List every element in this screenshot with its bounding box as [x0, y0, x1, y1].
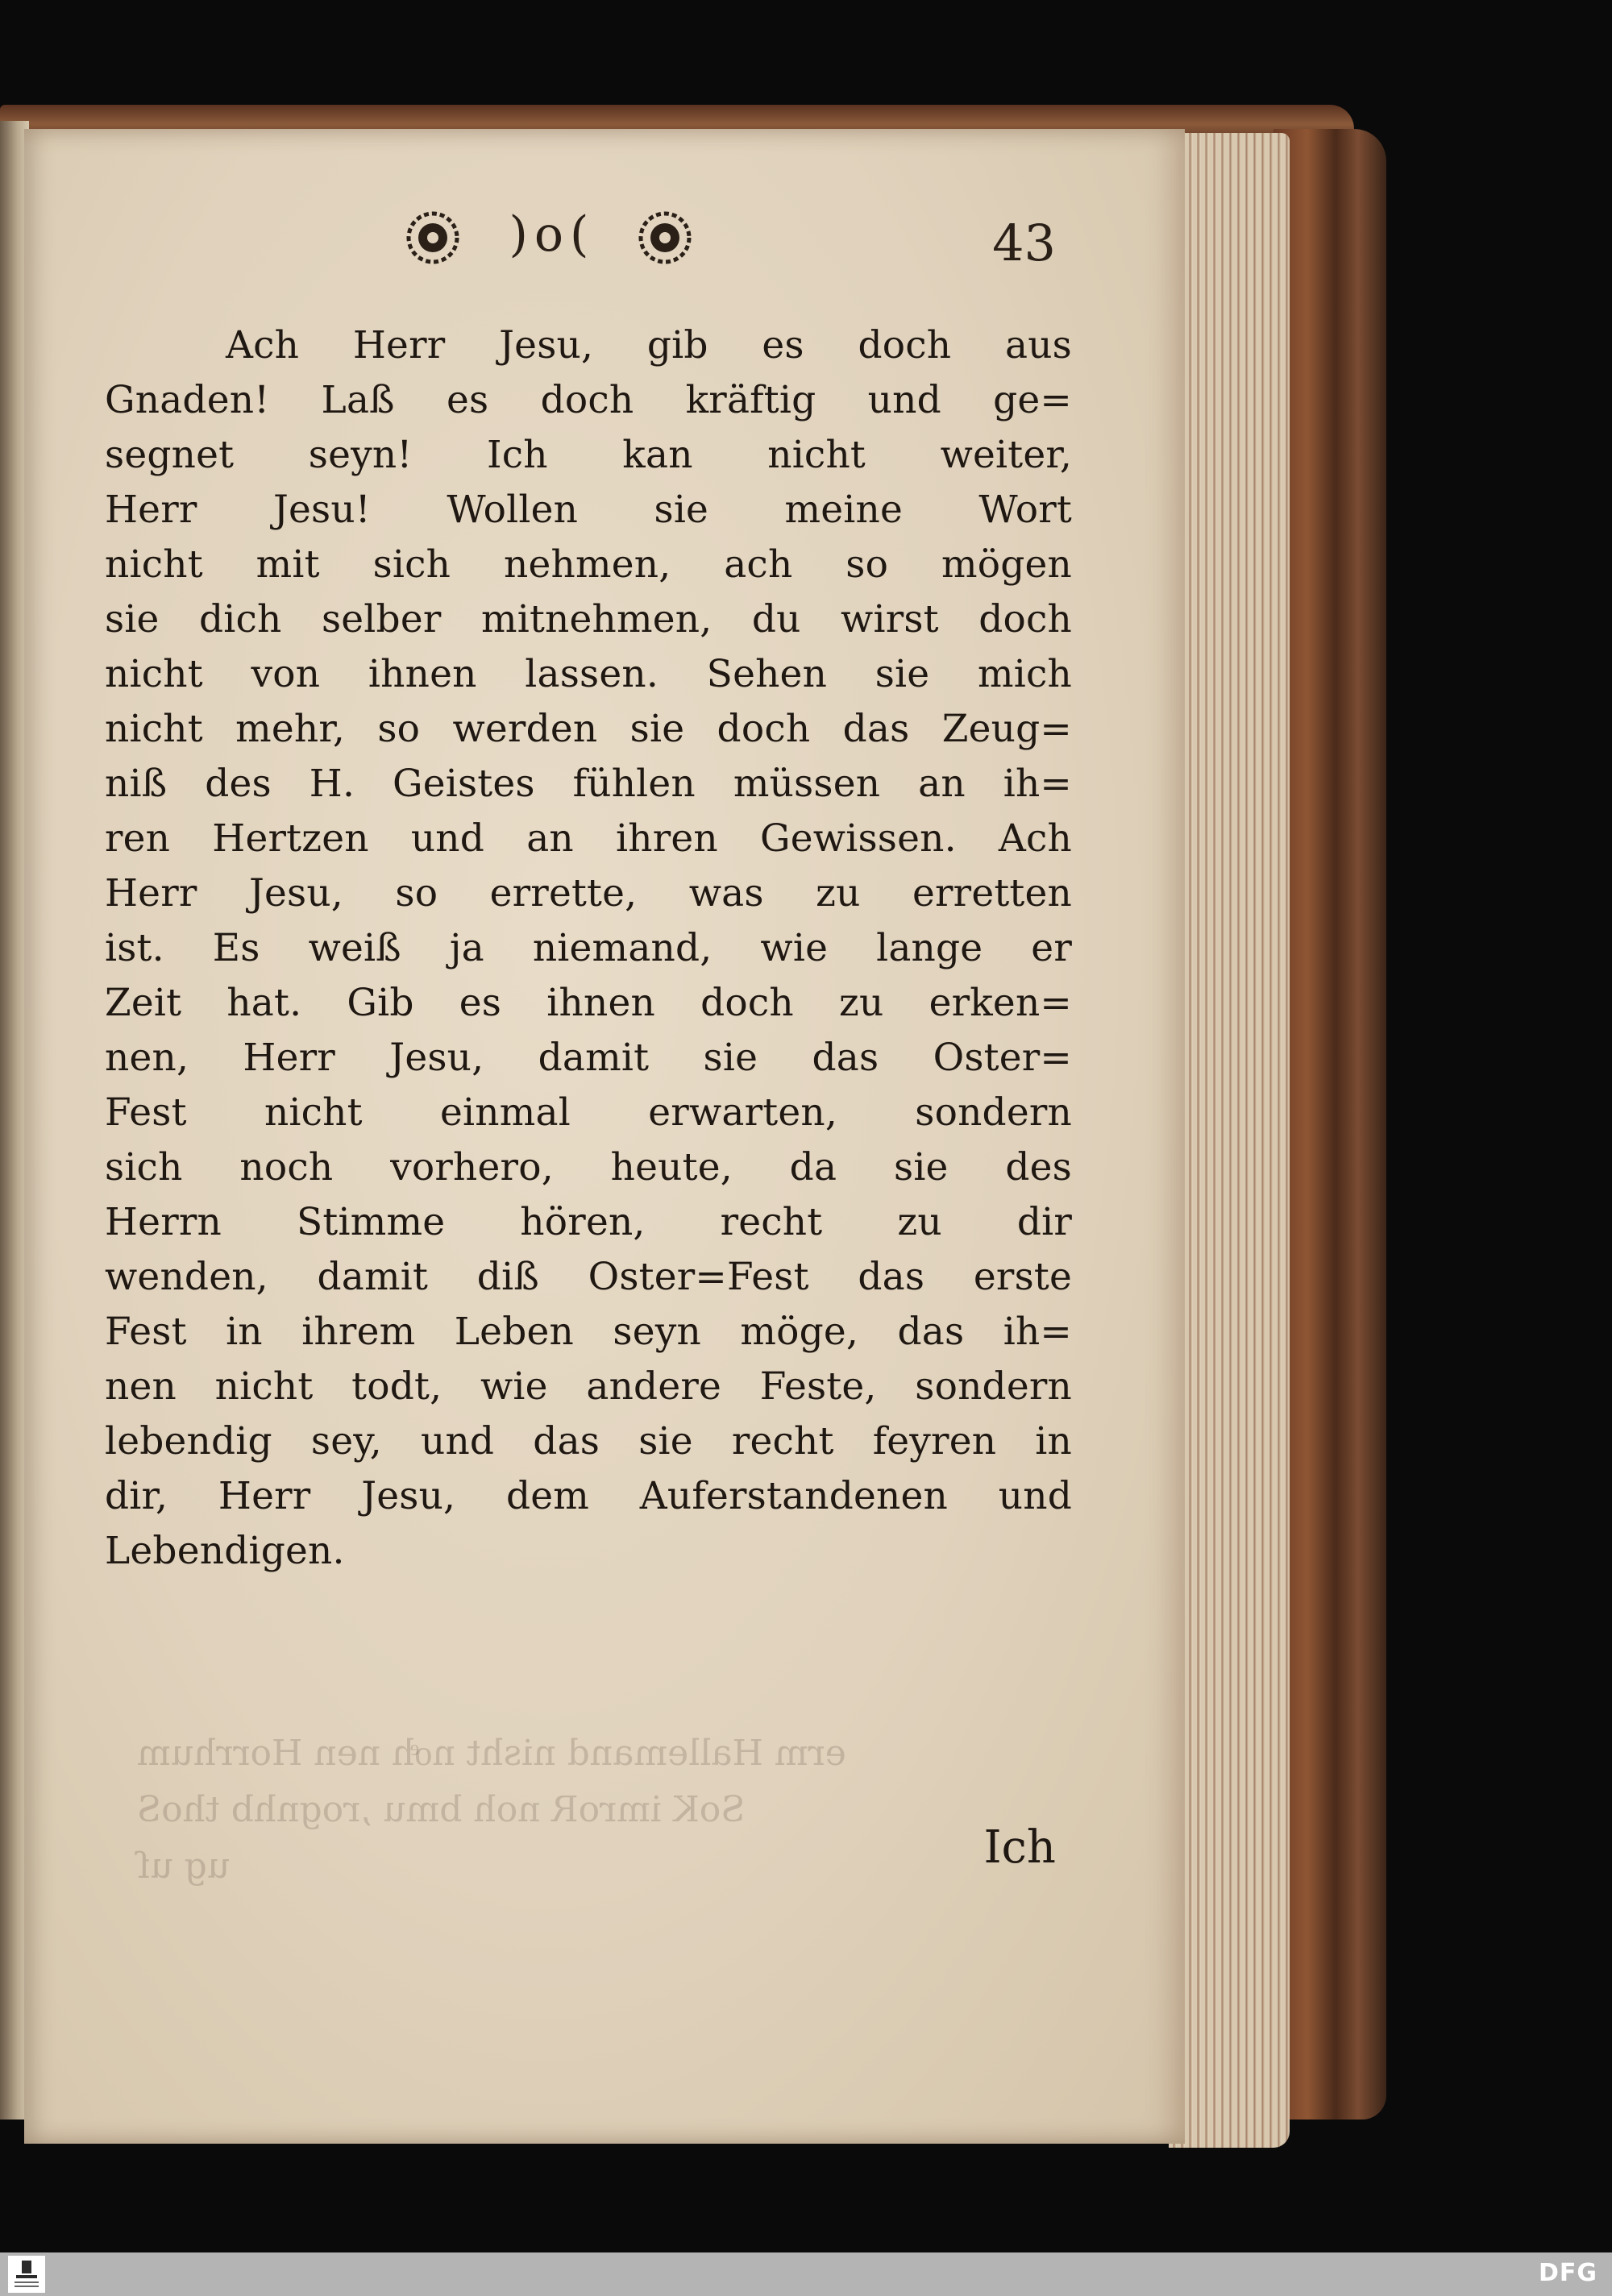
catchword: Ich [983, 1821, 1056, 1874]
book-cover-right-edge [1273, 129, 1386, 2120]
text-line: wenden, damit diß Oster=Fest das erste [105, 1255, 1072, 1299]
header-ornament: )o( [509, 206, 596, 263]
bleed-through-text: SoK imroR noh bmu ,rognhb thoS [137, 1789, 746, 1830]
text-line: segnet seyn! Ich kan nicht weiter, [105, 433, 1072, 477]
bleed-through-text: erm Hallemand nisht noͤh nen Horrhum [137, 1733, 846, 1774]
text-line: nen nicht todt, wie andere Feste, sondern [105, 1364, 1072, 1409]
text-line: Lebendigen. [105, 1529, 345, 1573]
dfg-label: DFG [1538, 2259, 1597, 2287]
text-line: niß des H. Geistes fühlen müssen an ih= [105, 762, 1072, 806]
bleed-through-text: ug uſ [137, 1846, 231, 1887]
body-text [105, 318, 1072, 1579]
text-line: sich noch vorhero, heute, da sie des [105, 1145, 1072, 1190]
text-line: Herr Jesu! Wollen sie meine Wort [105, 488, 1072, 532]
text-line: Fest nicht einmal erwarten, sondern [105, 1090, 1072, 1135]
text-line: Ach Herr Jesu, gib es doch aus [226, 323, 1072, 367]
text-line: Zeit hat. Gib es ihnen doch zu erken= [105, 981, 1072, 1025]
text-line: nen, Herr Jesu, damit sie das Oster= [105, 1036, 1072, 1080]
text-line: Fest in ihrem Leben seyn möge, das ih= [105, 1310, 1072, 1354]
flower-ornament-icon [405, 210, 461, 266]
text-line: dir, Herr Jesu, dem Auferstandenen und [105, 1474, 1072, 1518]
text-line: ren Hertzen und an ihren Gewissen. Ach [105, 816, 1072, 861]
text-line: ist. Es weiß ja niemand, wie lange er [105, 926, 1072, 970]
viewer-footer-bar [0, 2252, 1612, 2296]
page-number: 43 [992, 214, 1056, 272]
book-page [24, 129, 1185, 2144]
text-line: nicht mit sich nehmen, ach so mögen [105, 542, 1072, 587]
page-block-edges [1169, 133, 1290, 2148]
flower-ornament-icon [637, 210, 693, 266]
text-line: nicht mehr, so werden sie doch das Zeug= [105, 707, 1072, 751]
text-line: nicht von ihnen lassen. Sehen sie mich [105, 652, 1072, 696]
text-line: lebendig sey, und das sie recht feyren in [105, 1419, 1072, 1464]
text-line: Gnaden! Laß es doch kräftig und ge= [105, 378, 1072, 422]
text-line: Herrn Stimme hören, recht zu dir [105, 1200, 1072, 1244]
text-line: Herr Jesu, so errette, was zu erretten [105, 871, 1072, 915]
library-seal-icon [8, 2256, 45, 2293]
text-line: sie dich selber mitnehmen, du wirst doch [105, 597, 1072, 641]
